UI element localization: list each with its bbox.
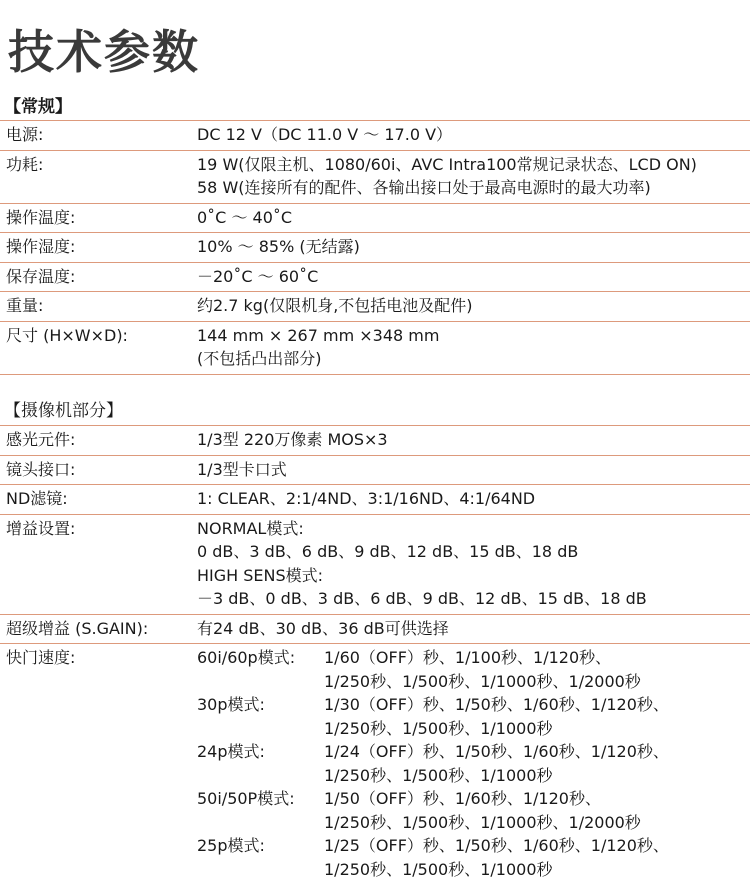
spec-value-line: 1/3型卡口式 [197, 459, 287, 479]
shutter-speed-line: 1/25（OFF）秒、1/50秒、1/60秒、1/120秒、 [324, 836, 669, 855]
spec-label: 电源: [6, 125, 44, 144]
spec-value [197, 151, 750, 203]
spec-value [197, 204, 750, 233]
spec-row [0, 120, 750, 150]
spec-value [197, 426, 750, 455]
spec-value-line: (不包括凸出部分) [197, 349, 322, 368]
spec-label: 感光元件: [6, 430, 76, 449]
spec-value [197, 322, 750, 374]
shutter-speed-line: 1/250秒、1/500秒、1/1000秒 [324, 718, 553, 738]
spec-value [197, 456, 750, 485]
spec-value-line: 1/3型 220万像素 MOS×3 [197, 430, 388, 449]
spec-label: 功耗: [6, 154, 44, 174]
shutter-speed-list [324, 834, 750, 881]
spec-value-line: NORMAL模式: [197, 518, 304, 538]
shutter-mode-block [197, 646, 750, 693]
spec-value [197, 644, 750, 884]
spec-label: 重量: [6, 296, 44, 315]
spec-row-shutter [0, 643, 750, 884]
spec-row [0, 262, 750, 292]
spec-row [0, 455, 750, 485]
spec-value-line: HIGH SENS模式: [197, 565, 324, 585]
shutter-speed-list [324, 693, 750, 740]
shutter-mode-label: 50i/50P模式: [197, 789, 295, 808]
spec-value-line: 约2.7 kg(仅限机身,不包括电池及配件) [197, 296, 473, 315]
shutter-speed-line: 1/250秒、1/500秒、1/1000秒、1/2000秒 [324, 671, 641, 691]
shutter-mode-label: 24p模式: [197, 742, 265, 761]
spec-value-line: 1: CLEAR、2:1/4ND、3:1/16ND、4:1/64ND [197, 489, 536, 508]
spec-value-line: 10% ～ 85% (无结露) [197, 237, 360, 256]
spec-label: 操作湿度: [6, 237, 76, 256]
spec-value-line: 0 dB、3 dB、6 dB、9 dB、12 dB、15 dB、18 dB [197, 542, 579, 561]
shutter-mode-label: 30p模式: [197, 695, 265, 714]
shutter-speed-line: 1/30（OFF）秒、1/50秒、1/60秒、1/120秒、 [324, 695, 669, 714]
section-heading-camera: 【摄像机部分】 [4, 401, 123, 421]
spec-label: 超级增益 (S.GAIN): [6, 618, 149, 638]
spec-value-line: DC 12 V（DC 11.0 V ～ 17.0 V） [197, 125, 453, 144]
spec-value-line: 0˚C ～ 40˚C [197, 207, 293, 227]
spec-label: 镜头接口: [6, 459, 76, 479]
spec-row [0, 232, 750, 262]
shutter-speed-line: 1/250秒、1/500秒、1/1000秒、1/2000秒 [324, 812, 641, 832]
spec-row [0, 484, 750, 514]
shutter-mode-block [197, 740, 750, 787]
spec-row [0, 321, 750, 375]
spec-row [0, 150, 750, 203]
shutter-speed-line: 1/50（OFF）秒、1/60秒、1/120秒、 [324, 789, 601, 808]
spec-label: 操作温度: [6, 207, 76, 227]
shutter-speed-list [324, 787, 750, 834]
spec-row [0, 514, 750, 614]
spec-row [0, 203, 750, 233]
spec-value-line: 144 mm × 267 mm ×348 mm [197, 325, 440, 345]
shutter-speed-line: 1/24（OFF）秒、1/50秒、1/60秒、1/120秒、 [324, 742, 669, 761]
spec-label: 尺寸 (H×W×D): [6, 325, 128, 345]
spec-value [197, 263, 750, 292]
spec-label: 快门速度: [6, 648, 76, 667]
spec-label: 增益设置: [6, 518, 76, 538]
spec-row [0, 291, 750, 321]
shutter-speed-line: 1/60（OFF）秒、1/100秒、1/120秒、 [324, 648, 612, 667]
shutter-speed-line: 1/250秒、1/500秒、1/1000秒 [324, 859, 553, 879]
spec-row [0, 425, 750, 455]
shutter-mode-label: 60i/60p模式: [197, 648, 296, 667]
shutter-speed-line: 1/250秒、1/500秒、1/1000秒 [324, 765, 553, 785]
spec-value-line: －20˚C ～ 60˚C [197, 266, 319, 286]
page-title: 技术参数 [8, 25, 200, 79]
spec-value-line: 58 W(连接所有的配件、各输出接口处于最高电源时的最大功率) [197, 178, 651, 197]
general-spec-table [0, 120, 750, 375]
spec-value [197, 233, 750, 262]
spec-value [197, 615, 750, 644]
spec-value-line: －3 dB、0 dB、3 dB、6 dB、9 dB、12 dB、15 dB、18 dB [197, 589, 647, 608]
spec-value [197, 485, 750, 514]
spec-value [197, 515, 750, 614]
spec-row [0, 614, 750, 644]
shutter-mode-block [197, 787, 750, 834]
shutter-mode-label: 25p模式: [197, 836, 265, 855]
spec-value-line: 有24 dB、30 dB、36 dB可供选择 [197, 618, 449, 638]
shutter-mode-block [197, 834, 750, 881]
spec-value-line: 19 W(仅限主机、1080/60i、AVC Intra100常规记录状态、LCD ON) [197, 154, 697, 174]
spec-label: 保存温度: [6, 266, 76, 286]
camera-spec-table [0, 425, 750, 884]
shutter-speed-list [324, 646, 750, 693]
shutter-speed-list [324, 740, 750, 787]
shutter-mode-block [197, 693, 750, 740]
spec-label: ND滤镜: [6, 489, 68, 508]
section-heading-general: 【常规】 [4, 97, 72, 117]
spec-value [197, 292, 750, 321]
spec-value [197, 121, 750, 150]
